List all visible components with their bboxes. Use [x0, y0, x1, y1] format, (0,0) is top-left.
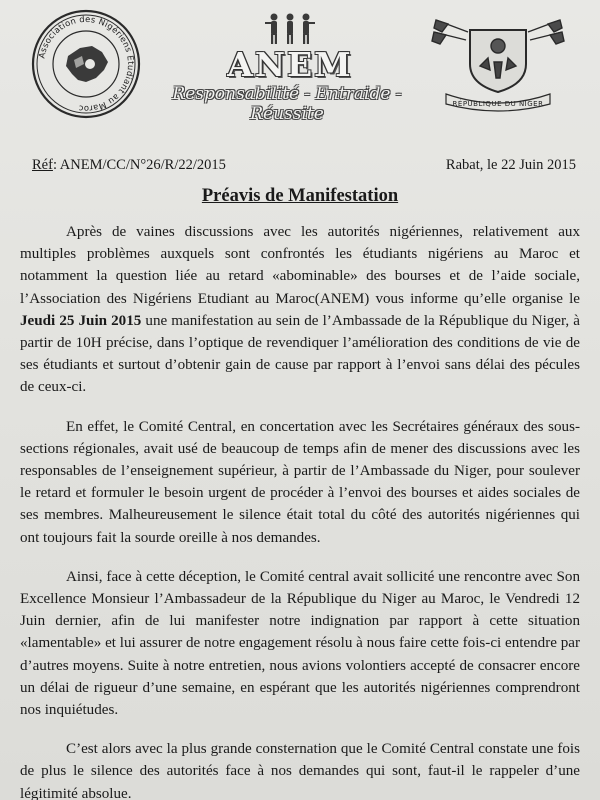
paragraph-1-text-a: Après de vaines discussions avec les autorités nigériennes, relativement aux multiples problèmes auxquels sont confrontés les étudiants nigériens au Maroc et notamment la question liée au retard «abominable» des bourses et de l’aide sociale, l’Association des Nigériens Etudiant au Maroc(ANEM) vous informe qu’elle organise le — [20, 224, 580, 307]
reference-number — [32, 157, 226, 174]
event-date: Jeudi 25 Juin 2015 — [20, 312, 142, 329]
paragraph-1 — [20, 221, 580, 399]
paragraph-3: Ainsi, face à cette déception, le Comité central avait sollicité une rencontre avec Son Excellence Monsieur l’Ambassadeur de la République du Niger au Maroc, le Vendredi 12 Juin dernier, afin de lui manifester notre indignation par rapport à cette situation «lamentable» et lui assurer de notre engagement résolu à nous faire cette fois-ci entendre par d’autres moyens. Suite à notre entretien, nous avions volontiers accepté de consacrer encore un délai de rigueur d’une semaine, en espérant que les autorités nigériennes comprendront nos inquiétudes. — [20, 568, 580, 719]
association-seal-logo — [30, 8, 142, 120]
niger-coat-of-arms — [428, 14, 568, 114]
reference-label: Réf — [32, 157, 53, 173]
paragraph-1-text-b: une manifestation au sein de l’Ambassade de la République du Niger, à partir de 10H précise, dans l’optique de revendiquer l’amélioration des conditions de vie de ses étudiants et surtout d’obtenir gain de cause par rapport à l’envoi sans délai des pécules de ceux-ci. — [20, 312, 580, 396]
place-date: Rabat, le 22 Juin 2015 — [445, 157, 576, 173]
letter-body — [20, 221, 580, 800]
logo-wordmark: ANEM — [227, 45, 353, 84]
reference-value: : ANEM/CC/N°26/R/22/2015 — [52, 157, 226, 173]
logo-motto: Responsabilité - Entraide - Réussite — [172, 84, 402, 124]
paragraph-2: En effet, le Comité Central, en concertation avec les Secrétaires généraux des sous-sections régionales, avait usé de beaucoup de temps afin de mener des discussions avec les responsables de l’enseignement supérieur, à partir de l’Ambassade du Niger, pour soulever le retard et formuler le besoin urgent de procéder à l’envoi des bourses et aides sociales de ses membres. Malheureusement le silence était total du côté des autorités nigériennes qui ont toujours fait la sourde oreille à nos demandes. — [20, 418, 580, 546]
document-title: Préavis de Manifestation — [201, 186, 399, 206]
reference-line — [32, 157, 576, 174]
arms-banner-text: RÉPUBLIQUE DU NIGER — [452, 100, 544, 108]
paragraph-4: C’est alors avec la plus grande consternation que le Comité Central constate une fois de plus le silence des autorités face à nos demandes qui sont, faut-il le rappeler d’une légitimité absolue. — [20, 741, 580, 800]
svg-text:Association des Nigériens Etud: Association des Nigériens Etudiant au Maroc — [36, 13, 137, 115]
logo-figures-icon — [262, 12, 318, 46]
